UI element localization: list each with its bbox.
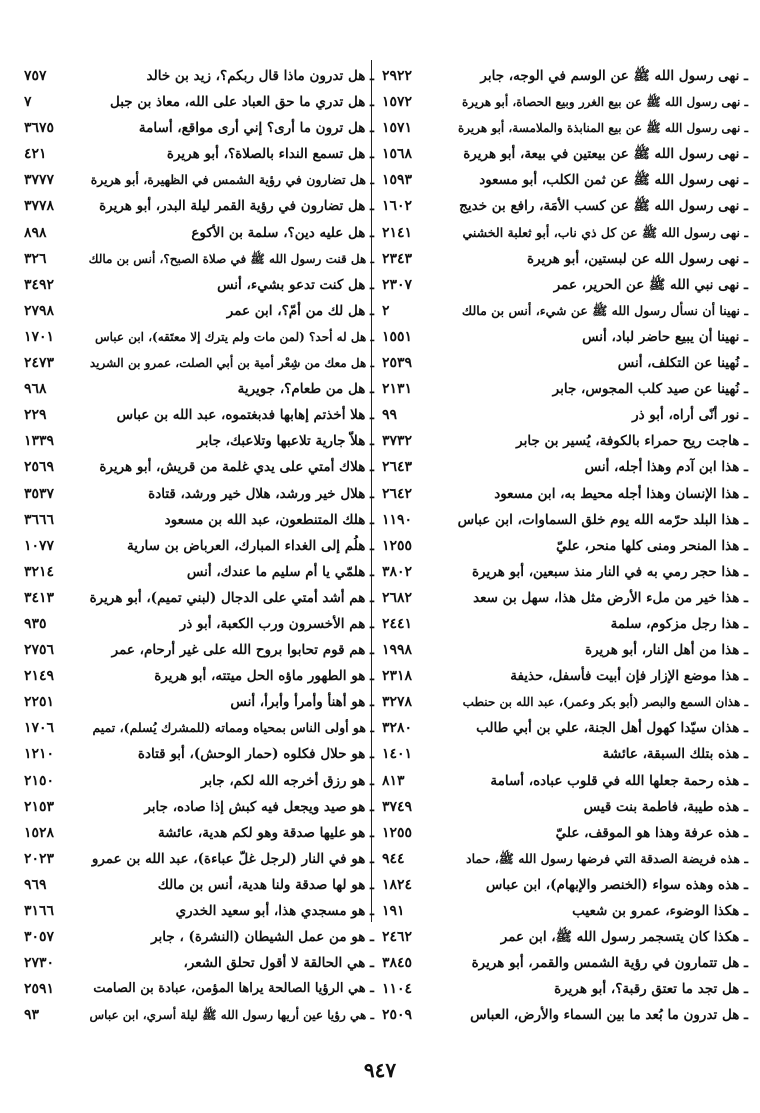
entry-text: ـ هذه رحمة جعلها الله في قلوب عباده، أسامة (490, 772, 748, 789)
entry-text: ـ هم أشد أمتي على الدجال (لبني تميم)، أبو هريرة (89, 589, 374, 606)
entry-text: ـ نهى رسول الله ﷺ عن كل ذي ناب، أبو ثعلبة الخشني (462, 224, 748, 240)
index-entry (382, 585, 748, 611)
entry-text: ـ هل تتمارون في رؤية الشمس والقمر، أبو هريرة (471, 955, 748, 972)
index-entry (8, 872, 374, 898)
entry-number: ١٣٣٩ (24, 433, 55, 450)
entry-number: ٢٠٢٣ (24, 850, 55, 867)
entry-number: ٣٧٧٧ (24, 172, 55, 189)
entry-text: ـ هلمّي يا أم سليم ما عندك، أنس (186, 563, 374, 580)
index-entry (8, 141, 374, 167)
index-entry (8, 924, 374, 950)
entry-text: ـ هو من عمل الشيطان (النشرة) ، جابر (151, 929, 374, 946)
entry-number: ١٧٠١ (24, 328, 55, 345)
index-entry (8, 611, 374, 637)
index-entry (8, 976, 374, 1002)
entry-number: ٢ (382, 302, 390, 319)
entry-number: ٣٧٧٨ (24, 198, 55, 215)
entry-text: ـ هلُم إلى الغداء المبارك، العرباض بن سارية (127, 537, 374, 554)
entry-number: ٩٣٥ (24, 615, 47, 632)
index-entry (382, 298, 748, 324)
index-entry (382, 872, 748, 898)
index-entry (8, 428, 374, 454)
entry-text: ـ نهى نبي الله ﷺ عن الحرير، عمر (553, 276, 748, 293)
entry-number: ١٦٠٢ (382, 198, 413, 215)
entry-number: ٢٥٠٩ (382, 1007, 413, 1024)
entry-text: ـ هلال خير ورشد، هلال خير ورشد، قتادة (148, 485, 374, 502)
entry-text: ـ هل كنت تدعو بشيء، أنس (217, 276, 374, 293)
index-entry (382, 167, 748, 193)
entry-number: ١٥٥١ (382, 328, 413, 345)
index-entry (382, 663, 748, 689)
entry-text: ـ هي الحالقة لا أقول تحلق الشعر، (183, 955, 374, 972)
index-entry (382, 898, 748, 924)
entry-number: ٢٦٨٢ (382, 589, 413, 606)
index-entry (8, 533, 374, 559)
index-entry (8, 272, 374, 298)
index-entry (8, 298, 374, 324)
entry-number: ١٥٧١ (382, 120, 413, 137)
entry-text: ـ هل ترون ما أرى؟ إني أرى مواقع، أسامة (138, 120, 374, 137)
entry-text: ـ هو لها صدقة ولنا هدية، أنس بن مالك (157, 876, 374, 893)
index-entry (8, 768, 374, 794)
entry-text: ـ هو مسجدي هذا، أبو سعيد الخدري (175, 903, 374, 919)
entry-number: ١٢٥٥ (382, 824, 413, 841)
index-entry (382, 481, 748, 507)
index-entry (382, 454, 748, 480)
entry-number: ٣٦٦٦ (24, 511, 55, 528)
entry-number: ٢٦٤٣ (382, 459, 413, 476)
entry-text: ـ هل قنت رسول الله ﷺ في صلاة الصبح؟، أنس بن مالك (88, 251, 374, 266)
index-entry (382, 533, 748, 559)
index-entry (8, 167, 374, 193)
entry-text: ـ هذا ابن آدم وهذا أجله، أنس (584, 459, 748, 476)
entry-text: ـ هو رزق أخرجه الله لكم، جابر (200, 772, 374, 789)
index-entry (382, 246, 748, 272)
entry-text: ـ هذا البلد حرّمه الله يوم خلق السماوات، ابن عباس (457, 511, 748, 528)
index-entry (382, 115, 748, 141)
entry-number: ٣٤١٣ (24, 589, 55, 606)
entry-number: ٢٤٤١ (382, 615, 413, 632)
index-entry (382, 741, 748, 767)
entry-number: ٩٣ (24, 1007, 40, 1024)
entry-number: ٢٧٣٠ (24, 955, 55, 972)
index-entry (8, 220, 374, 246)
entry-number: ٣٥٣٧ (24, 485, 55, 502)
index-entry (382, 507, 748, 533)
entry-text: ـ هل تسمع النداء بالصلاة؟، أبو هريرة (166, 146, 374, 163)
entry-number: ٣٦٧٥ (24, 120, 55, 137)
entry-text: ـ هل تضارون في رؤية الشمس في الظهيرة، أبو هريرة (90, 172, 374, 188)
index-entry (382, 611, 748, 637)
index-entry (382, 1002, 748, 1028)
entry-number: ٢٧٩٨ (24, 302, 55, 319)
entry-number: ٢٣٤٣ (382, 250, 413, 267)
entry-number: ٢٩٢٢ (382, 68, 413, 84)
entry-text: ـ هذا المنحر ومنى كلها منحر، عليّ (556, 537, 748, 554)
entry-text: ـ نهى رسول الله ﷺ عن ثمن الكلب، أبو مسعود (479, 172, 748, 189)
index-entry (382, 376, 748, 402)
entry-text: ـ هذان سيّدا كهول أهل الجنة، علي بن أبي طالب (476, 720, 748, 737)
entry-text: ـ نهى رسول الله ﷺ عن بيع المنابذة والملامسة، أبو هريرة (458, 121, 748, 136)
index-entry (382, 428, 748, 454)
entry-text: ـ هل تضارون في رؤية القمر ليلة البدر، أبو هريرة (99, 198, 374, 215)
entry-text: ـ هلك المتنطعون، عبد الله بن مسعود (164, 511, 374, 528)
entry-text: ـ هكذا الوضوء، عمرو بن شعيب (572, 903, 748, 919)
entry-text: ـ هل تدرون ما بُعد ما بين السماء والأرض، العباس (470, 1007, 748, 1024)
entry-number: ٢٦٤٢ (382, 485, 413, 502)
entry-text: ـ هل عليه دين؟، سلمة بن الأكوع (191, 224, 374, 241)
entry-text: ـ نهى رسول الله ﷺ عن كسب الأمَة، رافع بن خديج (459, 198, 748, 215)
entry-number: ٣٢٧٨ (382, 694, 413, 711)
index-entry (382, 768, 748, 794)
index-entry (8, 637, 374, 663)
entry-number: ٢٣٠٧ (382, 276, 413, 293)
index-entry (382, 689, 748, 715)
entry-text: ـ هذه فريضة الصدقة التي فرضها رسول الله ﷺ، حماد (466, 850, 748, 866)
entry-number: ٩٦٨ (24, 381, 47, 398)
entry-text: ـ نُهينا عن صيد كلب المجوس، جابر (552, 381, 748, 398)
entry-text: ـ هي رؤيا عين أريها رسول الله ﷺ ليلة أسري، ابن عباس (89, 1008, 374, 1023)
index-entry (382, 89, 748, 115)
index-entry (8, 898, 374, 924)
entry-text: ـ هل معك من شِعْر أمية بن أبي الصلت، عمرو بن الشريد (89, 356, 374, 371)
entry-number: ٣٠٥٧ (24, 929, 55, 946)
index-entry (8, 846, 374, 872)
index-entry (8, 585, 374, 611)
index-entry (382, 846, 748, 872)
entry-number: ١١٠٤ (382, 981, 413, 998)
entry-text: ـ هذه عرفة وهذا هو الموقف، عليّ (555, 824, 748, 841)
entry-number: ٢٥٣٩ (382, 355, 413, 372)
entry-number: ٣٢٨٠ (382, 720, 413, 737)
entry-number: ٤٢١ (24, 146, 47, 163)
index-entry (382, 402, 748, 428)
entry-text: ـ هو أهنأ وأمرأ وأبرأ، أنس (230, 694, 374, 711)
entry-text: ـ هل له أحد؟ (لمن مات ولم يترك إلا معتَقه)، ابن عباس (94, 329, 374, 344)
entry-text: ـ هذا رجل مزكوم، سلمة (610, 615, 748, 632)
entry-text: ـ هذا حجر رمي به في النار منذ سبعين، أبو هريرة (471, 563, 748, 580)
index-entry (8, 820, 374, 846)
entry-text: ـ هل تجد ما تعتق رقبة؟، أبو هريرة (554, 981, 748, 998)
entry-text: ـ هذه وهذه سواء (الخنصر والإبهام)، ابن عباس (485, 876, 748, 893)
entry-number: ٢١٣١ (382, 381, 413, 398)
entry-text: ـ هاجت ريح حمراء بالكوفة، يُسير بن جابر (516, 433, 748, 450)
entry-text: ـ هم قوم تحابوا بروح الله على غير أرحام، عمر (111, 642, 374, 659)
index-entry (382, 559, 748, 585)
index-entry (8, 63, 374, 89)
index-entry (382, 924, 748, 950)
entry-number: ٢٥٩١ (24, 981, 55, 998)
entry-text: ـ هل تدرون ماذا قال ربكم؟، زيد بن خالد (146, 68, 374, 84)
index-entry (8, 193, 374, 219)
index-entry (382, 193, 748, 219)
entry-number: ٨٩٨ (24, 224, 47, 241)
entry-text: ـ هو الطهور ماؤه الحل ميتته، أبو هريرة (154, 668, 374, 685)
entry-number: ٢١٥٣ (24, 798, 55, 815)
entry-number: ٣٢١٤ (24, 563, 55, 580)
index-entry (8, 454, 374, 480)
entry-text: ـ هم الأخسرون ورب الكعبة، أبو ذر (179, 615, 374, 632)
index-entry (8, 715, 374, 741)
entry-number: ٢٧٥٦ (24, 642, 55, 659)
page-number: ٩٤٧ (363, 1058, 397, 1082)
index-entry (382, 141, 748, 167)
entry-number: ١٧٠٦ (24, 720, 55, 737)
entry-number: ٢٥٦٩ (24, 459, 55, 476)
entry-text: ـ هو أولى الناس بمحياه ومماته (للمشرك يُسلم)، تميم (92, 720, 374, 736)
index-entry (8, 350, 374, 376)
entry-text: ـ هذا من أهل النار، أبو هريرة (585, 642, 748, 659)
entry-number: ١٥٦٨ (382, 146, 413, 163)
entry-number: ١١٩٠ (382, 511, 413, 528)
entry-number: ٨١٣ (382, 772, 405, 789)
index-entry (8, 794, 374, 820)
entry-number: ٢٤٧٣ (24, 355, 55, 372)
entry-text: ـ هل تدري ما حق العباد على الله، معاذ بن جبل (109, 94, 374, 111)
index-entry (382, 820, 748, 846)
entry-text: ـ هذا الإنسان وهذا أجله محيط به، ابن مسعود (494, 485, 748, 502)
entry-number: ٣٨٤٥ (382, 955, 413, 972)
entry-number: ٧ (24, 94, 32, 111)
entry-text: ـ هكذا كان يتسجمر رسول الله ﷺ، ابن عمر (500, 929, 748, 946)
entry-text: ـ نور أنّى أراه، أبو ذر (632, 407, 748, 424)
entry-text: ـ هذا موضع الإزار فإن أبيت فأسفل، حذيفة (510, 668, 748, 685)
entry-number: ٣٧٤٩ (382, 798, 413, 815)
entry-text: ـ هذه بتلك السبقة، عائشة (602, 746, 748, 763)
index-entry (8, 246, 374, 272)
entry-number: ٩٦٩ (24, 876, 47, 893)
index-entry (8, 507, 374, 533)
index-entry (382, 637, 748, 663)
index-entry (382, 324, 748, 350)
entry-text: ـ هو صيد ويجعل فيه كبش إذا صاده، جابر (144, 798, 374, 815)
entry-text: ـ هذا خير من ملء الأرض مثل هذا، سهل بن سعد (473, 589, 748, 606)
entry-number: ١٨٢٤ (382, 876, 413, 893)
entry-text: ـ هل من طعام؟، جويرية (237, 381, 374, 398)
entry-number: ٢٤٦٢ (382, 929, 413, 946)
entry-text: ـ هو حلال فكلوه (حمار الوحش)، أبو قتادة (137, 746, 374, 763)
entry-number: ١٥٢٨ (24, 824, 55, 841)
entry-number: ١٢١٠ (24, 746, 55, 763)
right-index-column (382, 63, 748, 1028)
entry-number: ٩٤٤ (382, 850, 405, 867)
index-entry (8, 376, 374, 402)
entry-number: ١٥٩٣ (382, 172, 413, 189)
entry-number: ٢١٥٠ (24, 772, 55, 789)
entry-number: ٢١٤١ (382, 224, 413, 241)
entry-text: ـ نهى رسول الله ﷺ عن بيعتين في بيعة، أبو هريرة (463, 146, 748, 163)
entry-number: ٣٤٩٢ (24, 276, 55, 293)
entry-text: ـ هل لك من أمّ؟، ابن عمر (226, 302, 374, 319)
entry-number: ١٤٠١ (382, 746, 413, 763)
entry-number: ٧٥٧ (24, 68, 47, 84)
entry-number: ٢١٤٩ (24, 668, 55, 685)
index-entry (382, 715, 748, 741)
index-entry (8, 402, 374, 428)
left-index-column (8, 63, 374, 1028)
index-entry (382, 220, 748, 246)
entry-text: ـ نهينا أن نسأل رسول الله ﷺ عن شيء، أنس بن مالك (461, 302, 748, 318)
entry-text: ـ هي الرؤيا الصالحة يراها المؤمن، عبادة بن الصامت (93, 981, 374, 997)
index-entry (382, 63, 748, 89)
entry-number: ٣١٦٦ (24, 903, 55, 919)
entry-number: ١٥٧٢ (382, 94, 413, 111)
entry-number: ٩٩ (382, 407, 398, 424)
entry-text: ـ نهينا أن يبيع حاضر لباد، أنس (582, 328, 748, 345)
entry-text: ـ هلا أخذتم إهابها فدبغتموه، عبد الله بن عباس (116, 407, 374, 424)
entry-number: ٢٢٥١ (24, 694, 55, 711)
index-entry (8, 89, 374, 115)
entry-number: ٣٢٦ (24, 250, 47, 267)
index-entry (382, 976, 748, 1002)
index-entry (382, 794, 748, 820)
entry-text: ـ هو عليها صدقة وهو لكم هدية، عائشة (157, 824, 374, 841)
entry-text: ـ هلاك أمتي على يدي غلمة من قريش، أبو هريرة (99, 459, 374, 476)
index-entry (382, 350, 748, 376)
entry-number: ٣٨٠٢ (382, 563, 413, 580)
entry-number: ١٢٥٥ (382, 537, 413, 554)
entry-text: ـ نهى رسول الله عن لبستين، أبو هريرة (527, 250, 748, 267)
entry-number: ١٩٩٨ (382, 642, 413, 659)
index-entry (8, 481, 374, 507)
entry-number: ١٩١ (382, 903, 405, 919)
index-entry (8, 324, 374, 350)
entry-text: ـ هذه طيبة، فاطمة بنت قيس (583, 798, 748, 815)
index-entry (8, 663, 374, 689)
entry-text: ـ نُهينا عن التكلف، أنس (617, 355, 748, 372)
index-entry (8, 559, 374, 585)
entry-text: ـ هلاّ جارية تلاعبها وتلاعبك، جابر (197, 433, 374, 450)
index-entry (8, 950, 374, 976)
entry-text: ـ نهى رسول الله ﷺ عن الوسم في الوجه، جابر (480, 68, 748, 84)
entry-text: ـ هو في النار (لرجل غلّ عباءة)، عبد الله بن عمرو (91, 850, 374, 867)
entry-number: ٣٧٣٢ (382, 433, 413, 450)
entry-text: ـ هذان السمع والبصر (أبو بكر وعمر)، عبد الله بن حنطب (462, 695, 748, 710)
entry-number: ٢٢٩ (24, 407, 47, 424)
index-entry (8, 689, 374, 715)
entry-number: ١٠٧٧ (24, 537, 55, 554)
index-entry (382, 950, 748, 976)
index-entry (8, 115, 374, 141)
index-entry (8, 741, 374, 767)
entry-number: ٢٣١٨ (382, 668, 413, 685)
index-entry (8, 1002, 374, 1028)
index-entry (382, 272, 748, 298)
entry-text: ـ نهى رسول الله ﷺ عن بيع الغرر وبيع الحصاة، أبو هريرة (461, 95, 748, 110)
